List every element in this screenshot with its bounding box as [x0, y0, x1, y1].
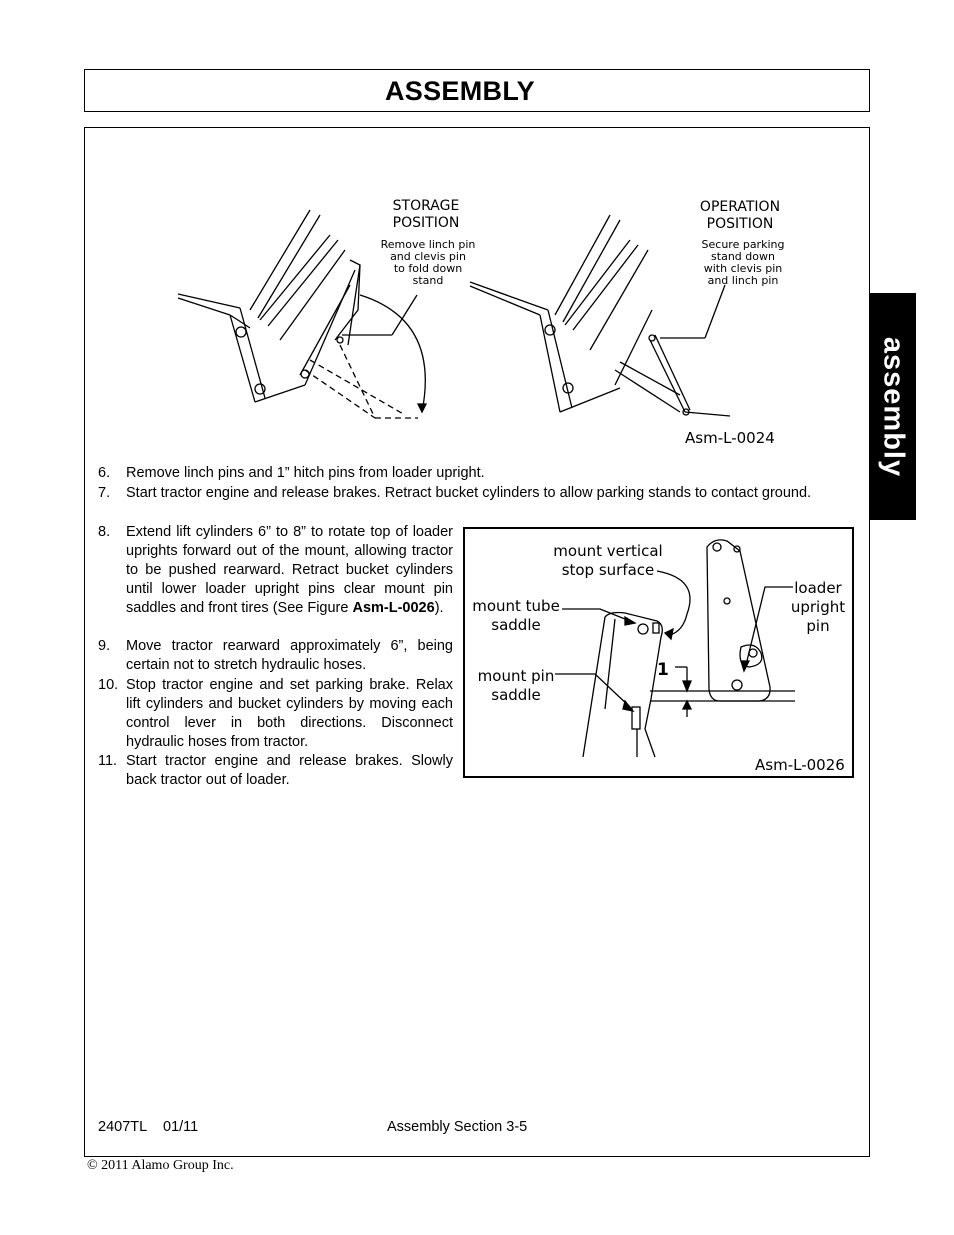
footer-section: Assembly Section 3-5: [387, 1119, 528, 1135]
label-mount-vertical-2: stop surface: [561, 561, 655, 579]
label-mount-pin-2: saddle: [491, 686, 541, 704]
figure1-id: Asm-L-0024: [685, 429, 775, 447]
step-text: Start tractor engine and release brakes. Slowly back tractor out of loader.: [126, 753, 453, 788]
step-number: 11.: [98, 753, 118, 769]
label-loader-upright-2: upright: [790, 598, 846, 616]
step-number: 6.: [98, 465, 111, 481]
operation-title-2: POSITION: [706, 216, 774, 232]
step-number: 7.: [98, 485, 111, 501]
step-text: Start tractor engine and release brakes. Retract bucket cylinders to allow parking stands to contact ground.: [126, 485, 812, 501]
operation-title-1: OPERATION: [699, 199, 781, 215]
footer-model: 2407TL: [98, 1119, 148, 1135]
step-number: 8.: [98, 524, 111, 540]
label-loader-upright-1: loader: [794, 579, 842, 597]
operation-note-3: with clevis pin: [703, 262, 783, 275]
figure-reference: Asm-L-0026: [352, 600, 435, 616]
storage-note-3: to fold down: [393, 262, 463, 275]
storage-note-4: stand: [412, 274, 444, 287]
figure-mount-saddle: [465, 529, 852, 776]
storage-note-1: Remove linch pin: [380, 238, 476, 251]
label-mount-tube-2: saddle: [491, 616, 541, 634]
label-mount-tube-1: mount tube: [472, 597, 560, 615]
dimension-label: 1: [657, 660, 669, 680]
footer-date: 01/11: [163, 1119, 199, 1135]
storage-note-2: and clevis pin: [390, 250, 466, 263]
storage-title-1: STORAGE: [392, 198, 460, 214]
step-text: [126, 523, 453, 618]
step-10: [98, 676, 453, 754]
operation-note-4: and linch pin: [707, 274, 779, 287]
step-text-part: ).: [434, 600, 444, 616]
copyright: © 2011 Alamo Group Inc.: [87, 1158, 234, 1173]
step-11: [98, 752, 453, 792]
label-loader-upright-3: pin: [806, 617, 830, 635]
step-text-part: Extend lift cylinders 6” to 8” to rotate top of loader uprights forward out of the mount, allowing tractor to be pushed rearward. Retract bucket cylinders until lower loader upright pins clear mount pin saddles and front tires (See Figure: [126, 524, 453, 616]
figure-storage-operation: [160, 190, 800, 455]
step-text: Move tractor rearward approximately 6”, being certain not to stretch hydraulic hoses.: [126, 638, 453, 673]
side-tab: [869, 293, 916, 520]
step-7: [98, 484, 863, 503]
side-tab-label: assembly: [877, 336, 909, 477]
step-number: 9.: [98, 638, 111, 654]
operation-note-1: Secure parking: [701, 238, 785, 251]
step-6: [98, 464, 863, 483]
step-text: Remove linch pins and 1” hitch pins from loader upright.: [126, 465, 485, 481]
label-mount-vertical-1: mount vertical: [553, 542, 663, 560]
storage-title-2: POSITION: [392, 215, 460, 231]
step-number: 10.: [98, 677, 119, 693]
page-title: ASSEMBLY: [385, 76, 535, 106]
step-9: [98, 637, 453, 677]
label-mount-pin-1: mount pin: [477, 667, 555, 685]
figure2-id: Asm-L-0026: [755, 756, 845, 774]
operation-note-2: stand down: [711, 250, 775, 263]
step-8: [98, 523, 453, 641]
step-text: Stop tractor engine and set parking brake. Relax lift cylinders and bucket cylinders by moving each control lever in both directions. Disconnect hydraulic hoses from tractor.: [126, 677, 453, 750]
